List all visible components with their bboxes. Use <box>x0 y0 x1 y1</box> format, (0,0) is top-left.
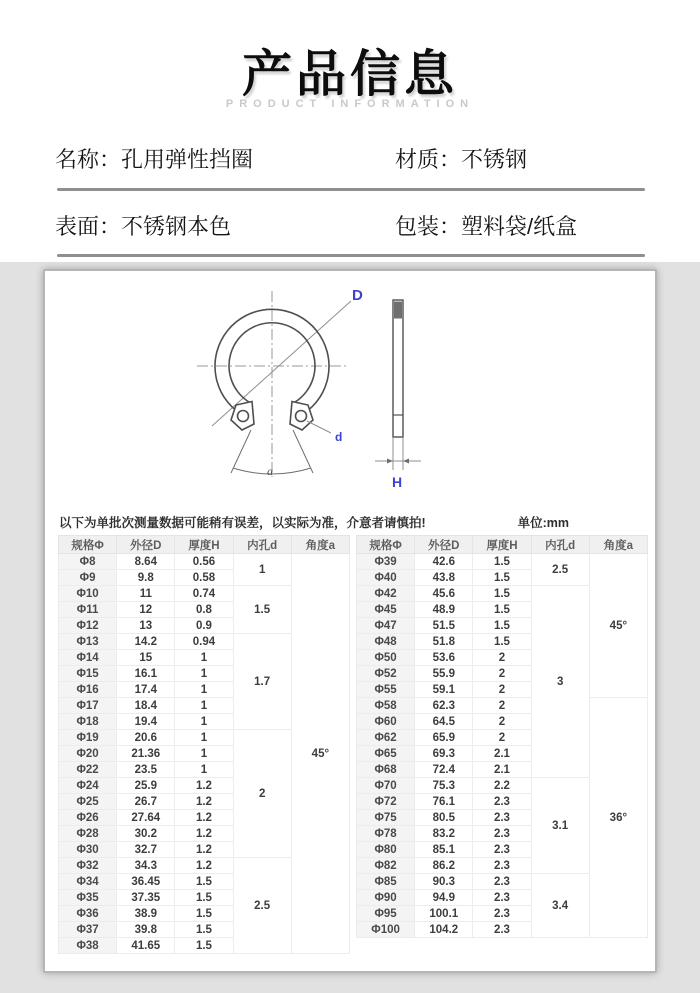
table-row <box>357 554 648 570</box>
spec-cell: Φ30 <box>59 842 117 858</box>
spec-cell: Φ80 <box>357 842 415 858</box>
spec-cell: 1.5 <box>175 874 233 890</box>
unit-label: 单位:mm <box>517 516 569 530</box>
spec-cell: 2.3 <box>473 890 531 906</box>
diagram-label-a: a <box>267 464 273 478</box>
spec-cell: 48.9 <box>415 602 473 618</box>
spec-cell: 20.6 <box>117 730 175 746</box>
spec-cell: 100.1 <box>415 906 473 922</box>
spec-cell: 1 <box>175 682 233 698</box>
spec-cell: 83.2 <box>415 826 473 842</box>
spec-cell: 2.1 <box>473 746 531 762</box>
spec-cell: 41.65 <box>117 938 175 954</box>
angle-merged-cell: 36° <box>589 698 647 938</box>
spec-cell: Φ39 <box>357 554 415 570</box>
spec-cell: Φ100 <box>357 922 415 938</box>
spec-cell: 2.3 <box>473 842 531 858</box>
spec-cell: 65.9 <box>415 730 473 746</box>
spec-cell: Φ18 <box>59 714 117 730</box>
spec-cell: 1 <box>175 650 233 666</box>
spec-cell: Φ82 <box>357 858 415 874</box>
spec-cell: 1.2 <box>175 858 233 874</box>
col-header: 外径D <box>415 536 473 554</box>
spec-cell: 53.6 <box>415 650 473 666</box>
inner-hole-merged-cell: 3 <box>531 586 589 778</box>
field-material-label: 材质： <box>395 147 462 172</box>
spec-cell: 0.56 <box>175 554 233 570</box>
measurement-note: 以下为单批次测量数据可能稍有误差，以实际为准，介意者请慎拍! <box>59 516 426 530</box>
spec-cell: 69.3 <box>415 746 473 762</box>
col-header: 规格Φ <box>59 536 117 554</box>
spec-cell: Φ48 <box>357 634 415 650</box>
spec-cell: 38.9 <box>117 906 175 922</box>
spec-cell: Φ40 <box>357 570 415 586</box>
spec-cell: 34.3 <box>117 858 175 874</box>
spec-cell: 1.5 <box>473 618 531 634</box>
field-name-label: 名称： <box>55 147 122 172</box>
spec-cell: 8.64 <box>117 554 175 570</box>
spec-cell: Φ10 <box>59 586 117 602</box>
spec-cell: 36.45 <box>117 874 175 890</box>
spec-table-right-wrap <box>356 535 648 954</box>
spec-cell: 12 <box>117 602 175 618</box>
spec-cell: Φ42 <box>357 586 415 602</box>
side-view <box>375 300 421 470</box>
spec-cell: Φ13 <box>59 634 117 650</box>
spec-cell: Φ38 <box>59 938 117 954</box>
spec-cell: 2.3 <box>473 922 531 938</box>
spec-cell: Φ60 <box>357 714 415 730</box>
field-material-value: 不锈钢 <box>461 147 528 172</box>
spec-cell: 59.1 <box>415 682 473 698</box>
spec-cell: Φ14 <box>59 650 117 666</box>
spec-cell: Φ20 <box>59 746 117 762</box>
spec-cell: 1.5 <box>175 890 233 906</box>
spec-cell: 37.35 <box>117 890 175 906</box>
spec-cell: 45.6 <box>415 586 473 602</box>
spec-cell: Φ19 <box>59 730 117 746</box>
spec-cell: Φ70 <box>357 778 415 794</box>
spec-cell: 1 <box>175 746 233 762</box>
inner-hole-merged-cell: 2.5 <box>233 858 291 954</box>
spec-cell: Φ75 <box>357 810 415 826</box>
spec-cell: 1.2 <box>175 810 233 826</box>
info-row-2 <box>55 210 655 241</box>
spec-cell: 1 <box>175 730 233 746</box>
spec-cell: 72.4 <box>415 762 473 778</box>
spec-cell: 0.94 <box>175 634 233 650</box>
table-row <box>59 554 350 570</box>
spec-cell: 64.5 <box>415 714 473 730</box>
spec-cell: 23.5 <box>117 762 175 778</box>
spec-cell: 11 <box>117 586 175 602</box>
spec-cell: Φ8 <box>59 554 117 570</box>
spec-cell: 2.3 <box>473 858 531 874</box>
spec-cell: 1.5 <box>473 570 531 586</box>
spec-cell: 2.3 <box>473 874 531 890</box>
spec-cell: 9.8 <box>117 570 175 586</box>
spec-cell: 16.1 <box>117 666 175 682</box>
spec-cell: 51.8 <box>415 634 473 650</box>
field-name <box>55 143 395 174</box>
field-packaging-value: 塑料袋/纸盒 <box>461 214 578 239</box>
info-row-1 <box>55 143 655 174</box>
spec-cell: 1 <box>175 666 233 682</box>
header-row <box>59 536 350 554</box>
spec-cell: 42.6 <box>415 554 473 570</box>
centerlines <box>197 291 347 477</box>
spec-cell: Φ68 <box>357 762 415 778</box>
spec-table-left-wrap <box>58 535 350 954</box>
col-header: 外径D <box>117 536 175 554</box>
spec-cell: 1.2 <box>175 842 233 858</box>
spec-cell: 15 <box>117 650 175 666</box>
spec-cell: 51.5 <box>415 618 473 634</box>
field-name-value: 孔用弹性挡圈 <box>121 147 254 172</box>
field-surface-label: 表面： <box>55 214 122 239</box>
spec-cell: Φ58 <box>357 698 415 714</box>
spec-cell: 2 <box>473 666 531 682</box>
inner-hole-merged-cell: 1 <box>233 554 291 586</box>
divider <box>57 254 645 257</box>
field-packaging <box>395 210 577 241</box>
inner-hole-merged-cell: 3.4 <box>531 874 589 938</box>
spec-cell: 19.4 <box>117 714 175 730</box>
spec-cell: Φ15 <box>59 666 117 682</box>
spec-cell: 43.8 <box>415 570 473 586</box>
spec-cell: 2.3 <box>473 810 531 826</box>
spec-cell: Φ36 <box>59 906 117 922</box>
col-header: 规格Φ <box>357 536 415 554</box>
table-row <box>357 698 648 714</box>
inner-hole-merged-cell: 2.5 <box>531 554 589 586</box>
spec-cell: 2 <box>473 714 531 730</box>
spec-cell: 2 <box>473 650 531 666</box>
spec-cell: 76.1 <box>415 794 473 810</box>
spec-cell: 25.9 <box>117 778 175 794</box>
spec-cell: 1.5 <box>175 938 233 954</box>
spec-cell: Φ72 <box>357 794 415 810</box>
spec-cell: 32.7 <box>117 842 175 858</box>
spec-cell: 90.3 <box>415 874 473 890</box>
spec-cell: Φ45 <box>357 602 415 618</box>
inner-hole-merged-cell: 1.5 <box>233 586 291 634</box>
spec-cell: Φ11 <box>59 602 117 618</box>
table-note-row <box>59 513 641 531</box>
divider <box>57 188 645 191</box>
header-row <box>357 536 648 554</box>
col-header: 内孔d <box>531 536 589 554</box>
spec-cell: Φ95 <box>357 906 415 922</box>
circlip-technical-drawing <box>45 275 655 513</box>
spec-cell: 39.8 <box>117 922 175 938</box>
spec-cell: 27.64 <box>117 810 175 826</box>
spec-cell: 80.5 <box>415 810 473 826</box>
col-header: 角度a <box>589 536 647 554</box>
spec-cell: 86.2 <box>415 858 473 874</box>
spec-cell: 0.58 <box>175 570 233 586</box>
spec-cell: 2.3 <box>473 794 531 810</box>
spec-cell: 1 <box>175 698 233 714</box>
spec-cell: 14.2 <box>117 634 175 650</box>
inner-hole-merged-cell: 1.7 <box>233 634 291 730</box>
spec-cell: 1.5 <box>473 554 531 570</box>
spec-cell: 13 <box>117 618 175 634</box>
spec-cell: 1.5 <box>175 922 233 938</box>
spec-cell: 2 <box>473 698 531 714</box>
spec-cell: 62.3 <box>415 698 473 714</box>
spec-cell: 55.9 <box>415 666 473 682</box>
spec-cell: Φ28 <box>59 826 117 842</box>
angle-merged-cell: 45° <box>291 554 349 954</box>
spec-cell: 0.9 <box>175 618 233 634</box>
col-header: 厚度H <box>175 536 233 554</box>
spec-cell: 17.4 <box>117 682 175 698</box>
spec-cell: Φ24 <box>59 778 117 794</box>
diagram-label-D: D <box>352 287 363 304</box>
spec-cell: Φ34 <box>59 874 117 890</box>
spec-cell: Φ37 <box>59 922 117 938</box>
diagram-label-d: d <box>335 430 343 444</box>
inner-hole-merged-cell: 3.1 <box>531 778 589 874</box>
spec-cell: 94.9 <box>415 890 473 906</box>
spec-cell: Φ78 <box>357 826 415 842</box>
spec-cell: Φ90 <box>357 890 415 906</box>
spec-cell: 2.2 <box>473 778 531 794</box>
field-surface <box>55 210 395 241</box>
product-detail-card <box>43 269 657 973</box>
spec-cell: 85.1 <box>415 842 473 858</box>
spec-cell: 104.2 <box>415 922 473 938</box>
spec-cell: 0.74 <box>175 586 233 602</box>
angle-merged-cell: 45° <box>589 554 647 698</box>
spec-cell: 2.1 <box>473 762 531 778</box>
spec-cell: Φ32 <box>59 858 117 874</box>
spec-cell: 1.5 <box>473 602 531 618</box>
spec-cell: Φ65 <box>357 746 415 762</box>
spec-cell: 0.8 <box>175 602 233 618</box>
spec-cell: 1.2 <box>175 778 233 794</box>
spec-cell: Φ55 <box>357 682 415 698</box>
spec-cell: 26.7 <box>117 794 175 810</box>
spec-cell: 2.3 <box>473 826 531 842</box>
spec-cell: 1.5 <box>473 586 531 602</box>
diagram-label-H: H <box>392 474 403 490</box>
spec-cell: 2.3 <box>473 906 531 922</box>
spec-cell: 1.5 <box>473 634 531 650</box>
col-header: 角度a <box>291 536 349 554</box>
spec-cell: 1.2 <box>175 794 233 810</box>
spec-cell: 1 <box>175 762 233 778</box>
spec-cell: Φ47 <box>357 618 415 634</box>
spec-cell: Φ26 <box>59 810 117 826</box>
col-header: 内孔d <box>233 536 291 554</box>
spec-cell: Φ9 <box>59 570 117 586</box>
spec-table-right <box>356 535 648 938</box>
page-subtitle: PRODUCT INFORMATION <box>225 98 475 110</box>
spec-cell: 30.2 <box>117 826 175 842</box>
spec-cell: 75.3 <box>415 778 473 794</box>
spec-cell: Φ35 <box>59 890 117 906</box>
spec-cell: 2 <box>473 682 531 698</box>
field-packaging-label: 包装： <box>395 214 462 239</box>
spec-tables <box>58 535 648 954</box>
spec-cell: Φ12 <box>59 618 117 634</box>
spec-cell: Φ85 <box>357 874 415 890</box>
col-header: 厚度H <box>473 536 531 554</box>
spec-cell: Φ22 <box>59 762 117 778</box>
spec-cell: Φ50 <box>357 650 415 666</box>
spec-cell: 2 <box>473 730 531 746</box>
spec-cell: Φ52 <box>357 666 415 682</box>
page-title: 产品信息 <box>242 46 458 102</box>
spec-cell: 1.5 <box>175 906 233 922</box>
spec-table-left <box>58 535 350 954</box>
hole-leader-line <box>307 421 331 433</box>
spec-cell: Φ62 <box>357 730 415 746</box>
field-surface-value: 不锈钢本色 <box>121 214 232 239</box>
spec-cell: 21.36 <box>117 746 175 762</box>
spec-cell: Φ17 <box>59 698 117 714</box>
inner-hole-merged-cell: 2 <box>233 730 291 858</box>
field-material <box>395 143 527 174</box>
spec-cell: Φ16 <box>59 682 117 698</box>
spec-cell: 1.2 <box>175 826 233 842</box>
spec-cell: 18.4 <box>117 698 175 714</box>
spec-cell: Φ25 <box>59 794 117 810</box>
spec-cell: 1 <box>175 714 233 730</box>
